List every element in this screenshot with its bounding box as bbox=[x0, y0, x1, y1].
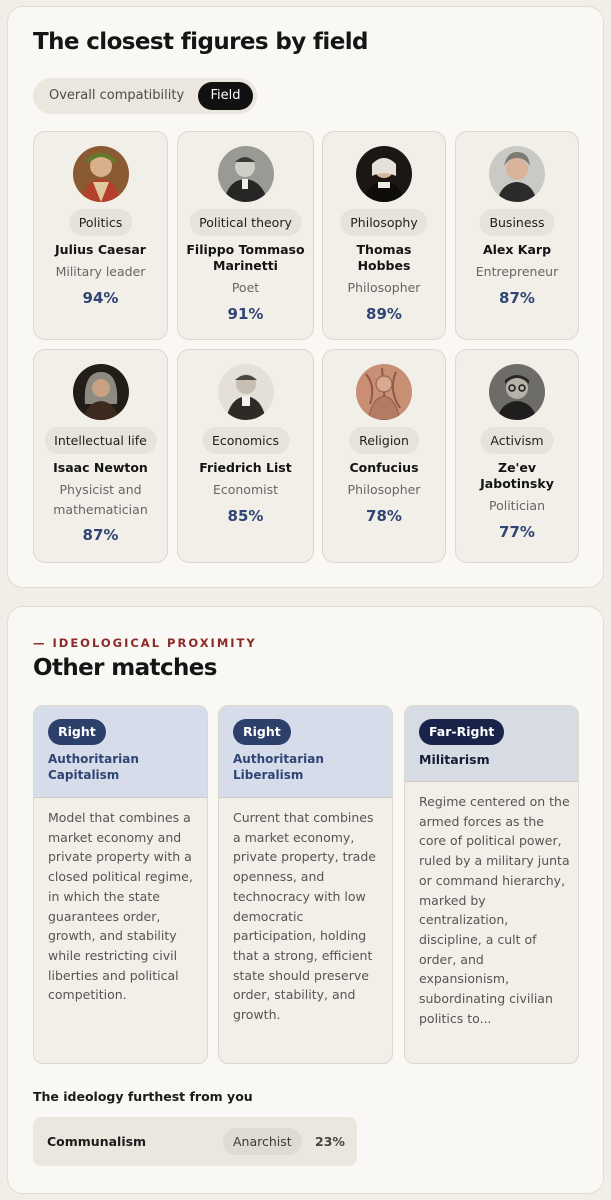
figure-name: Isaac Newton bbox=[53, 460, 148, 475]
figure-name: Ze'ev Jabotinsky bbox=[480, 460, 554, 491]
portrait-isaac-newton bbox=[73, 364, 129, 420]
figure-percent: 89% bbox=[366, 305, 402, 323]
figure-name: Julius Caesar bbox=[55, 242, 146, 257]
figure-percent: 85% bbox=[227, 507, 264, 525]
figure-name: Filippo Tommaso Marinetti bbox=[186, 242, 305, 273]
figure-role: Philosopher bbox=[347, 280, 421, 295]
figure-name: Alex Karp bbox=[482, 242, 552, 257]
field-tag: Religion bbox=[349, 427, 419, 454]
figure-card[interactable] bbox=[455, 349, 579, 563]
figure-card[interactable] bbox=[33, 349, 168, 563]
figure-card[interactable] bbox=[322, 131, 446, 340]
figure-role: Economist bbox=[212, 482, 279, 497]
figure-role: Philosopher bbox=[347, 482, 421, 497]
ideology-name: Authoritarian Capitalism bbox=[48, 752, 139, 782]
toggle-field[interactable]: Field bbox=[198, 82, 253, 110]
closest-figures-title: The closest figures by field bbox=[33, 29, 368, 55]
view-toggle bbox=[33, 78, 257, 114]
field-tag: Intellectual life bbox=[44, 427, 157, 454]
field-tag: Politics bbox=[69, 209, 132, 236]
ideology-description: Regime centered on the armed forces as the core of political power, ruled by a military junta or command hierarchy, marked by centralization, discipline, a cult of order, and expansionism, subordinating civilian politics to... bbox=[419, 794, 570, 1026]
ideology-card[interactable] bbox=[404, 705, 579, 1064]
portrait-marinetti bbox=[218, 146, 274, 202]
field-tag: Activism bbox=[480, 427, 553, 454]
furthest-ideology-row[interactable] bbox=[33, 1117, 357, 1166]
portrait-alex-karp bbox=[489, 146, 545, 202]
furthest-ideology-percent: 23% bbox=[315, 1134, 345, 1149]
figure-card[interactable] bbox=[322, 349, 446, 563]
ideology-card[interactable] bbox=[33, 705, 208, 1064]
figure-name: Thomas Hobbes bbox=[356, 242, 412, 273]
figure-role: Physicist and mathematician bbox=[53, 482, 148, 517]
figure-role: Military leader bbox=[55, 264, 146, 279]
ideology-name: Authoritarian Liberalism bbox=[233, 752, 324, 782]
portrait-friedrich-list bbox=[218, 364, 274, 420]
figure-percent: 87% bbox=[499, 289, 535, 307]
closest-figures-panel bbox=[7, 6, 604, 588]
furthest-ideology-label: The ideology furthest from you bbox=[33, 1089, 253, 1104]
figure-role: Politician bbox=[489, 498, 545, 513]
figure-role: Entrepreneur bbox=[475, 264, 559, 279]
ideology-name: Militarism bbox=[419, 752, 490, 767]
ideology-description: Model that combines a market economy and private property with a closed political regime, in which the state guarantees order, growth, and stability while restricting civil liberties and political competition. bbox=[48, 810, 193, 1003]
ideology-badge: Far-Right bbox=[419, 719, 504, 745]
furthest-ideology-name: Communalism bbox=[47, 1134, 147, 1149]
figure-percent: 78% bbox=[366, 507, 402, 525]
portrait-thomas-hobbes bbox=[356, 146, 412, 202]
field-tag: Political theory bbox=[189, 209, 302, 236]
figure-card[interactable] bbox=[455, 131, 579, 340]
other-matches-title: Other matches bbox=[33, 655, 217, 681]
ideology-card-header bbox=[219, 706, 392, 798]
field-tag: Business bbox=[479, 209, 554, 236]
portrait-julius-caesar bbox=[73, 146, 129, 202]
furthest-ideology-tag: Anarchist bbox=[223, 1128, 302, 1155]
field-tag: Philosophy bbox=[340, 209, 427, 236]
ideology-card-header bbox=[34, 706, 207, 798]
section-label: — IDEOLOGICAL PROXIMITY bbox=[33, 636, 257, 650]
figure-name: Confucius bbox=[349, 460, 419, 475]
figure-percent: 91% bbox=[227, 305, 264, 323]
figure-percent: 87% bbox=[82, 526, 119, 544]
figure-percent: 94% bbox=[82, 289, 119, 307]
figure-card[interactable] bbox=[177, 349, 314, 563]
toggle-overall-compatibility[interactable]: Overall compatibility bbox=[49, 88, 185, 103]
ideology-badge: Right bbox=[233, 719, 291, 745]
ideology-card-header bbox=[405, 706, 578, 782]
figure-percent: 77% bbox=[499, 523, 535, 541]
figure-card[interactable] bbox=[177, 131, 314, 340]
portrait-zeev-jabotinsky bbox=[489, 364, 545, 420]
field-tag: Economics bbox=[202, 427, 289, 454]
figure-role: Poet bbox=[231, 280, 260, 295]
figure-card[interactable] bbox=[33, 131, 168, 340]
ideology-badge: Right bbox=[48, 719, 106, 745]
portrait-confucius bbox=[356, 364, 412, 420]
ideology-description: Current that combines a market economy, private property, trade openness, and technocracy with low democratic participation, holding that a strong, efficient state should preserve order, stability, and growth. bbox=[233, 810, 376, 1023]
ideology-card[interactable] bbox=[218, 705, 393, 1064]
figure-name: Friedrich List bbox=[199, 460, 292, 475]
ideological-proximity-panel bbox=[7, 606, 604, 1194]
